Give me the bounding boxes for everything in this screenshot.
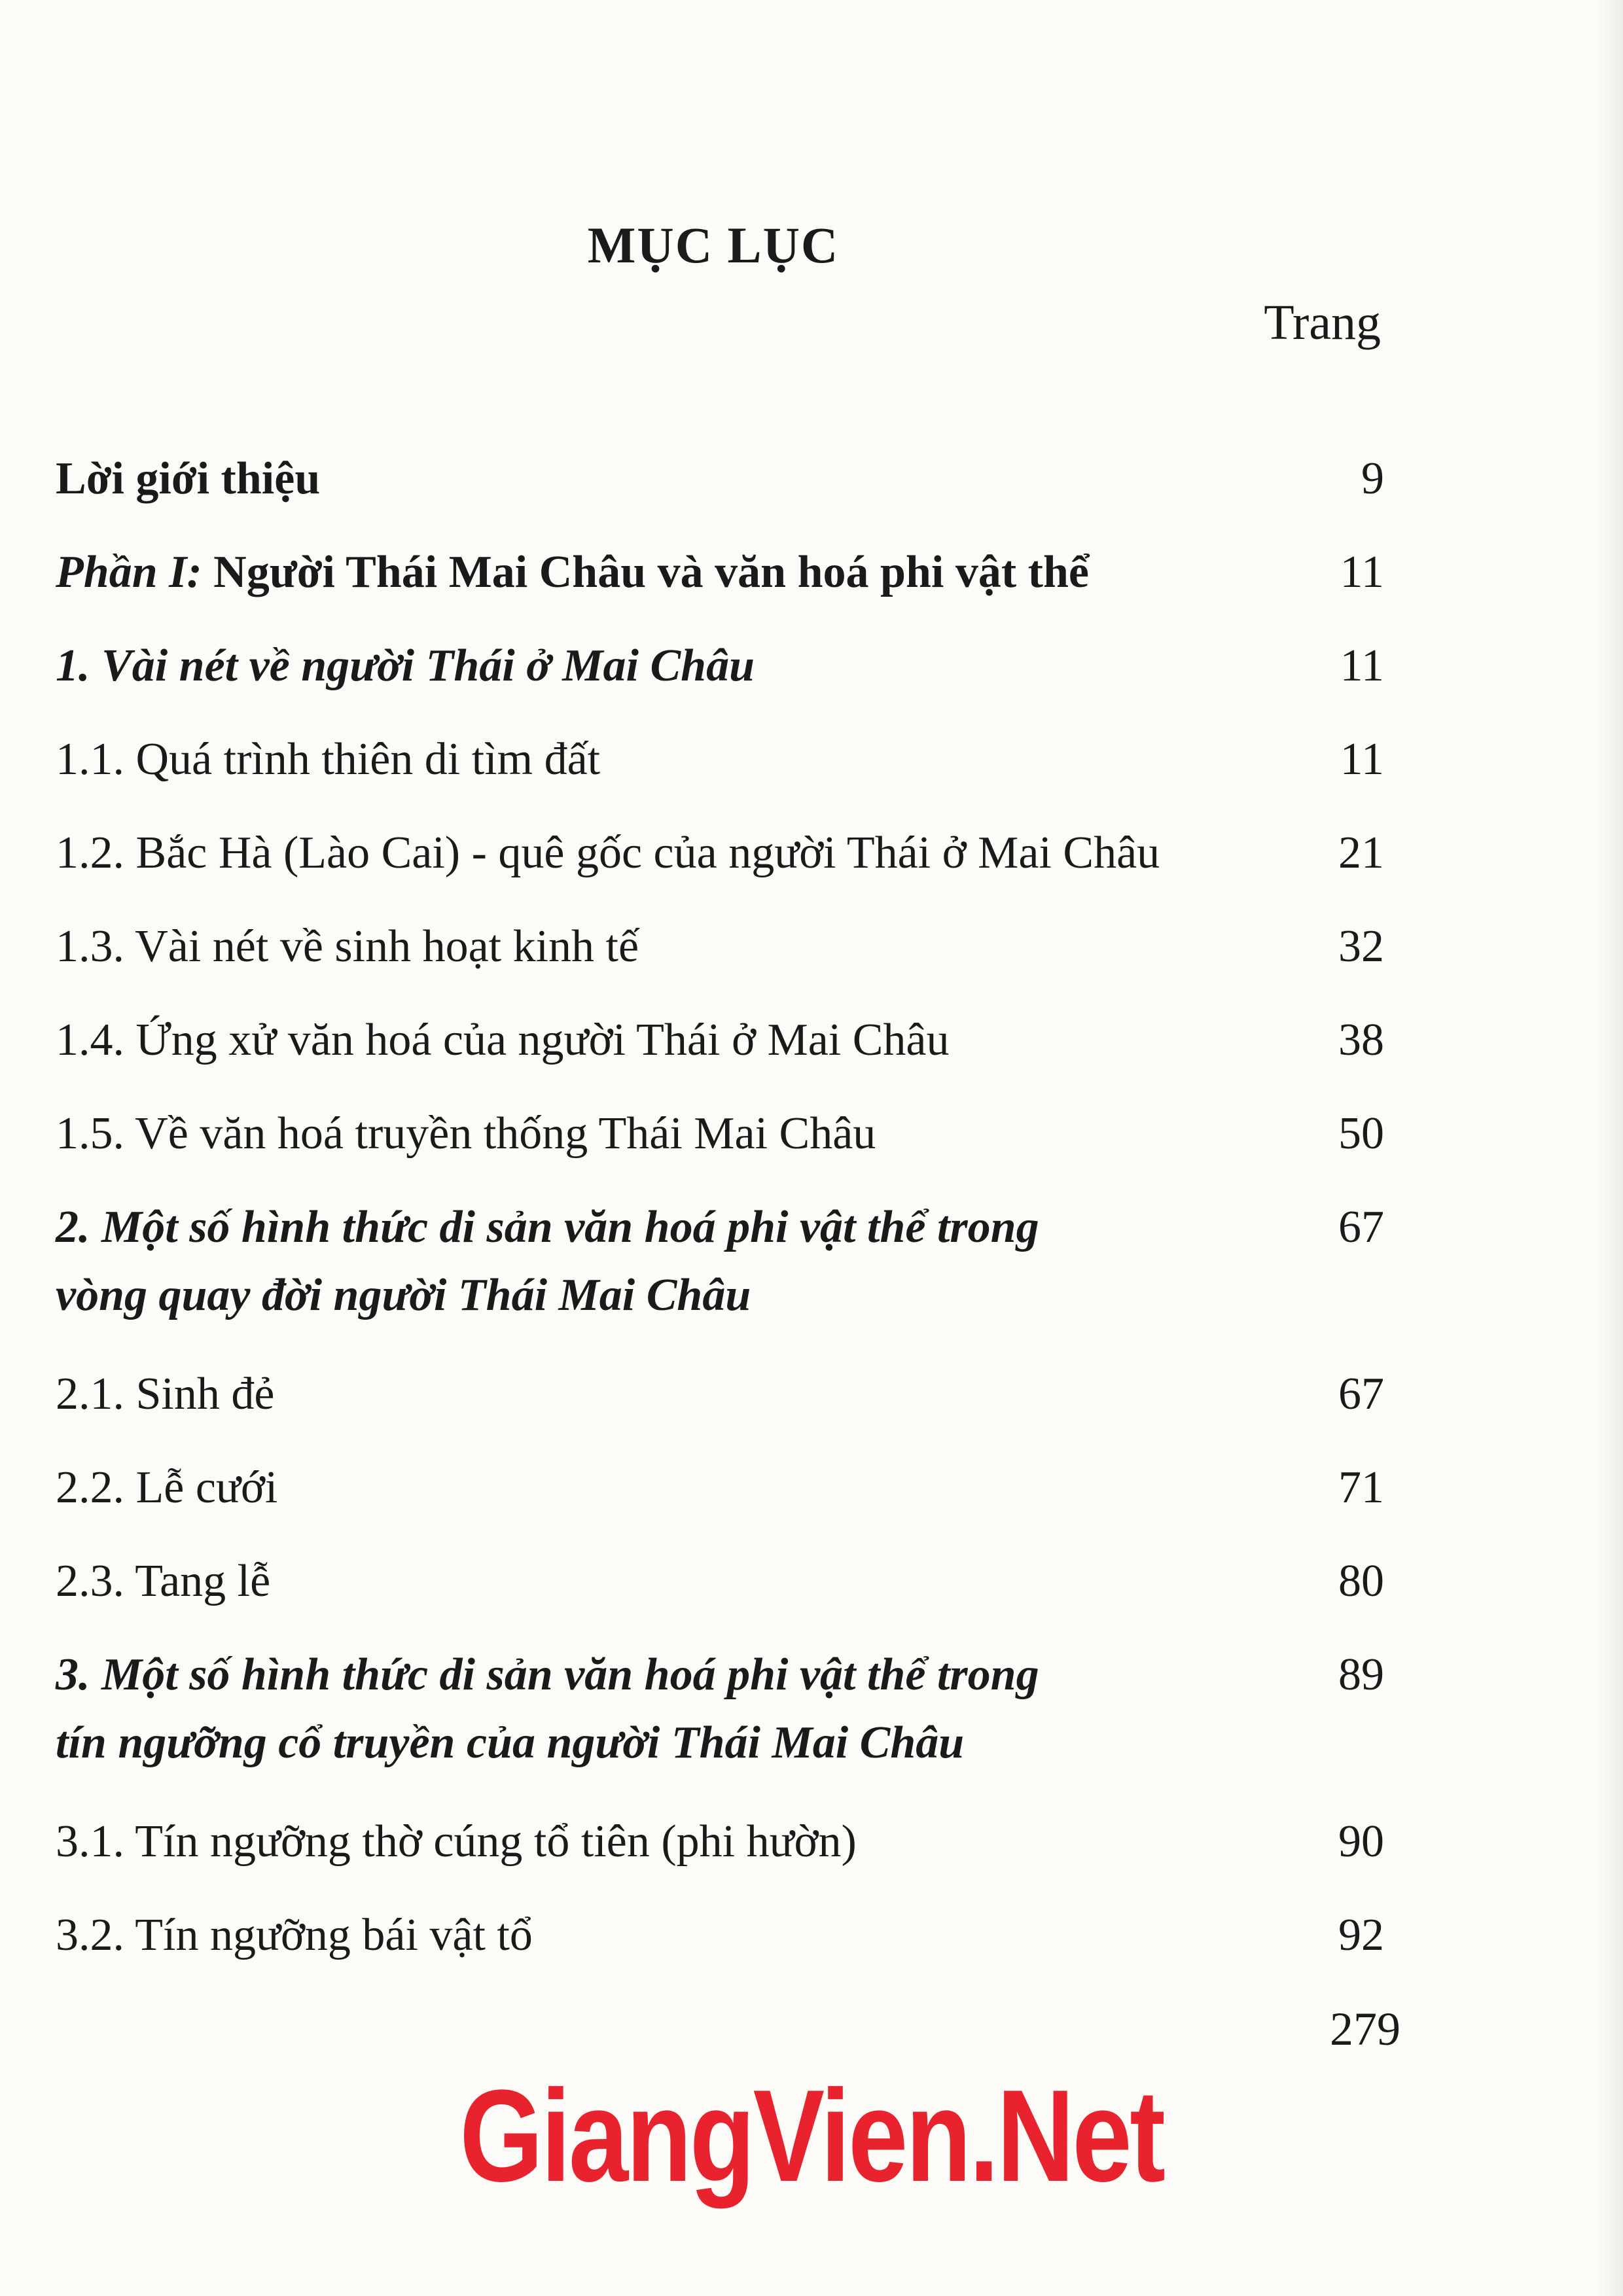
- toc-entry-page: 80: [1338, 1556, 1384, 1606]
- page-number: 279: [1330, 2003, 1400, 2055]
- toc-entry: [56, 819, 1384, 913]
- toc-entry-text: 1.1. Quá trình thiên di tìm đất: [56, 734, 601, 785]
- page-edge-shadow: [1597, 0, 1623, 2296]
- toc-entry: [56, 913, 1384, 1006]
- part-title: Người Thái Mai Châu và văn hoá phi vật thể: [202, 547, 1089, 597]
- toc-entry-text: 2.3. Tang lễ: [56, 1556, 271, 1606]
- toc-entry: [56, 1006, 1384, 1100]
- toc-entry: [56, 1454, 1384, 1547]
- toc-entry-page: 38: [1338, 1015, 1384, 1065]
- toc-entry-text: 1.3. Vài nét về sinh hoạt kinh tế: [56, 921, 639, 972]
- toc-entry: [56, 1193, 1384, 1360]
- toc-entry: [56, 539, 1384, 632]
- watermark-logo: GiangVien.Net: [459, 2063, 1164, 2209]
- page-column-label: Trang: [1264, 295, 1381, 350]
- toc-entry-page: 89: [1338, 1650, 1384, 1700]
- toc-entry-text: [56, 1193, 1039, 1330]
- toc-entry-text: 2.2. Lễ cưới: [56, 1462, 278, 1513]
- toc-entry: [56, 1901, 1384, 1995]
- toc-entry: [56, 1808, 1384, 1901]
- toc-entry-page: 32: [1338, 921, 1384, 972]
- toc-entry: [56, 632, 1384, 726]
- toc-entry-text: 3.1. Tín ngưỡng thờ cúng tổ tiên (phi hườn): [56, 1816, 857, 1867]
- toc-entry-text: 1.4. Ứng xử văn hoá của người Thái ở Mai Châu: [56, 1015, 950, 1065]
- toc-entry-page: 67: [1338, 1202, 1384, 1252]
- toc-entry-page: 90: [1338, 1816, 1384, 1867]
- toc-entry: [56, 445, 1384, 539]
- toc-entry-page: 11: [1340, 641, 1384, 691]
- toc-entry-page: 92: [1338, 1910, 1384, 1960]
- page-title: MỤC LỤC: [587, 217, 840, 274]
- toc-entry-line-2: vòng quay đời người Thái Mai Châu: [56, 1270, 751, 1320]
- toc-entry-line-1: 3. Một số hình thức di sản văn hoá phi vật thể trong: [56, 1650, 1039, 1700]
- toc-entry-text: 1.5. Về văn hoá truyền thống Thái Mai Châu: [56, 1108, 876, 1159]
- toc-entry-page: 11: [1340, 547, 1384, 597]
- toc-entry-text: 3.2. Tín ngưỡng bái vật tổ: [56, 1910, 533, 1960]
- toc-entry-line-1: 2. Một số hình thức di sản văn hoá phi vật thể trong: [56, 1202, 1039, 1252]
- toc-entry: [56, 1100, 1384, 1193]
- toc-entry-text: [56, 1641, 1039, 1777]
- toc-entry-text: Lời giới thiệu: [56, 453, 321, 504]
- toc-entry-text: 2.1. Sinh đẻ: [56, 1369, 275, 1419]
- toc-entry-line-2: tín ngưỡng cổ truyền của người Thái Mai Châu: [56, 1718, 965, 1768]
- toc-entry-text: 1.2. Bắc Hà (Lào Cai) - quê gốc của người Thái ở Mai Châu: [56, 828, 1160, 878]
- toc-entry-page: 50: [1338, 1108, 1384, 1159]
- toc-entry-page: 71: [1338, 1462, 1384, 1513]
- toc-entry-page: 67: [1338, 1369, 1384, 1419]
- toc-entry: [56, 1360, 1384, 1454]
- toc-entry-page: 21: [1338, 828, 1384, 878]
- part-prefix: Phần I:: [56, 547, 202, 597]
- toc-entry: [56, 726, 1384, 819]
- toc-entry-text: [56, 539, 1089, 607]
- toc-entry-text: 1. Vài nét về người Thái ở Mai Châu: [56, 641, 755, 691]
- table-of-contents: [56, 445, 1384, 1995]
- toc-entry-page: 11: [1340, 734, 1384, 785]
- toc-entry-page: 9: [1361, 453, 1384, 504]
- toc-entry: [56, 1641, 1384, 1808]
- toc-entry: [56, 1547, 1384, 1641]
